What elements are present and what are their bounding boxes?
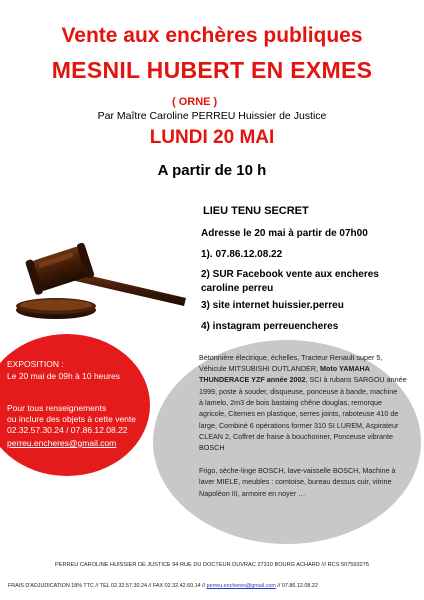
description-line: Napoléon III, armoire en noyer … [199, 489, 306, 498]
footer-contact-text: // 07.86.12.08.22 [275, 583, 318, 589]
footer-address: PERREU CAROLINE HUISSIER DE JUSTICE 94 RUE DU DOCTEUR DUVRAC 27310 BOURG ACHARD /// RCS 507593275 [55, 562, 369, 568]
description-line: Frigo, sèche-linge BOSCH, lave-vaisselle BOSCH, Machine à [199, 466, 396, 475]
info-phone: 02.32.57.30.24 / 07.86.12.08.22 [7, 425, 128, 435]
description-line: CLEAN 2, Coffret de fraise à bouchonner, Ponceuse vibrante [199, 432, 394, 441]
description-line: laver MIELE, meubles : comtoise, bureau dessus cuir, vitrine [199, 477, 392, 486]
footer-contact-text: FRAIS D'ADJUDICATION 18% TTC // TEL 02.32.57.30.24 // FAX 02.32.42.60.14 // [8, 583, 207, 589]
moto-model: THUNDERACE YZF année 2002 [199, 375, 306, 384]
lieu-address-line: Adresse le 20 mai à partir de 07h00 [201, 228, 368, 239]
info-line: ou inclure des objets à cette vente [7, 414, 136, 424]
moto-label: Moto YAMAHA [320, 364, 370, 373]
footer-contact [8, 583, 318, 589]
lieu-item: 1). 07.86.12.08.22 [201, 249, 283, 260]
lieu-item: 3) site internet huissier.perreu [201, 300, 344, 311]
footer-email-link[interactable]: perreu.encheres@gmail.com [206, 583, 276, 589]
page-title: Vente aux enchères publiques [61, 24, 363, 47]
info-line: Pour tous renseignements [7, 403, 107, 413]
lieu-item: caroline perreu [201, 283, 274, 294]
region-label: ( ORNE ) [172, 96, 218, 108]
description-line: large, Combiné 6 opérations former 310 SI LUREM, Aspirateur [199, 421, 399, 430]
exposition-time: Le 20 mai de 09h à 10 heures [7, 371, 120, 381]
description-text: , SCI à rubans SARGOU année [305, 375, 407, 384]
description-text: Véhicule MITSUBISHI OUTLANDER, [199, 364, 321, 373]
sale-location: MESNIL HUBERT EN EXMES [51, 57, 373, 83]
description-line: agricole, Citernes en plastique, serres joints, raboteuse 410 de [199, 409, 399, 418]
sale-time: A partir de 10 h [157, 162, 267, 179]
description-line: à lamelo, 2m3 de bois bastaing chêne douglas, remorque [199, 398, 382, 407]
description-line: BOSCH [199, 443, 225, 452]
auctioneer-byline: Par Maître Caroline PERREU Huissier de Justice [97, 110, 327, 122]
description-line [199, 363, 414, 374]
description-line: 1999, poste à souder, disqueuse, ponceuse à bande, machine [199, 387, 398, 396]
gavel-icon [8, 232, 193, 337]
description-line: Bétonnière électrique, échelles, Tracteur Renault super 5, [199, 353, 383, 362]
description-line [199, 374, 414, 385]
exposition-email-link[interactable]: perreu.encheres@gmail.com [7, 438, 117, 448]
lieu-item: 4) instagram perreuencheres [201, 321, 339, 332]
exposition-heading: EXPOSITION : [7, 359, 64, 369]
lieu-item: 2) SUR Facebook vente aux encheres [201, 269, 379, 280]
sale-date: LUNDI 20 MAI [149, 127, 275, 148]
lieu-heading: LIEU TENU SECRET [203, 205, 309, 217]
